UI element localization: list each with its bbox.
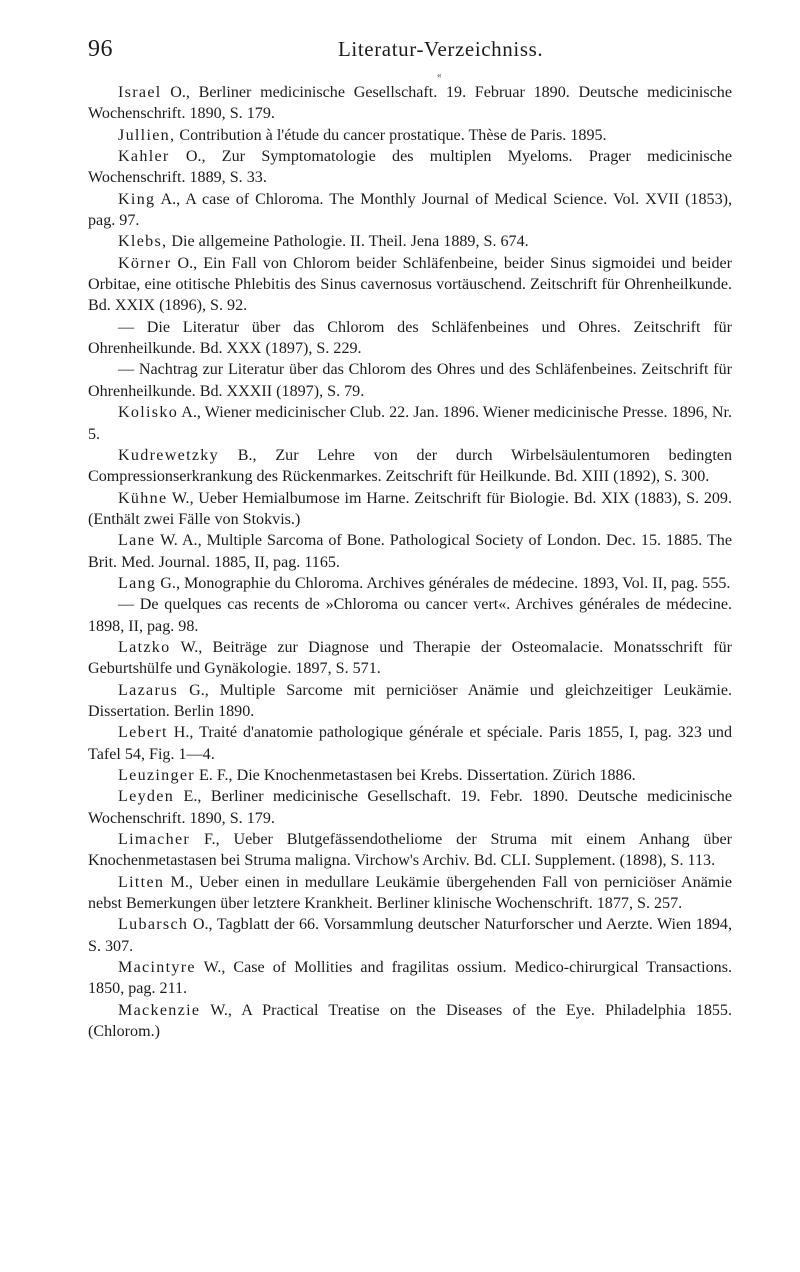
reference-author: Kühne	[118, 489, 168, 507]
reference-list	[88, 82, 732, 1042]
reference-author: Leyden	[118, 788, 175, 806]
reference-text: W. A., Multiple Sarcoma of Bone. Pathological Society of London. Dec. 15. 1885. The Brit. Med. Journal. 1885, II, pag. 1165.	[88, 532, 732, 571]
reference-entry	[88, 82, 732, 125]
reference-author: Leuzinger	[118, 767, 195, 784]
running-title: Literatur-Verzeichniss.	[338, 37, 544, 61]
reference-author: Lebert	[118, 724, 168, 742]
reference-entry	[88, 317, 732, 360]
reference-entry	[88, 445, 732, 488]
reference-author: Jullien,	[118, 126, 176, 144]
reference-author: Lazarus	[118, 681, 179, 699]
reference-entry	[88, 914, 732, 957]
reference-text: E., Berliner medicinische Gesellschaft. 19. Febr. 1890. Deutsche medicinische Wochenschrift. 1890, S. 179.	[88, 788, 732, 827]
reference-author: Kolisko	[118, 404, 179, 422]
reference-text: O., Berliner medicinische Gesellschaft. 19. Februar 1890. Deutsche medicinische Wochenschrift. 1890, S. 179.	[88, 84, 732, 123]
reference-author: King	[118, 190, 156, 208]
reference-text: Contribution à l'étude du cancer prostatique. Thèse de Paris. 1895.	[175, 126, 607, 144]
reference-text: — De quelques cas recents de »Chloroma ou cancer vert«. Archives générales de médecine. 1898, II, pag. 98.	[88, 596, 732, 635]
reference-author: Macintyre	[118, 959, 196, 977]
reference-entry	[88, 722, 732, 765]
reference-text: — Nachtrag zur Literatur über das Chlorom des Ohres und des Schläfenbeines. Zeitschrift für Ohrenheilkunde. Bd. XXXII (1897), S. 79.	[88, 361, 732, 400]
reference-entry	[88, 829, 732, 872]
reference-author: Mackenzie	[118, 1001, 201, 1019]
reference-text: W., A Practical Treatise on the Diseases of the Eye. Philadelphia 1855. (Chlorom.)	[88, 1001, 732, 1041]
reference-author: Kahler	[118, 148, 170, 166]
reference-entry	[88, 573, 732, 594]
reference-text: M., Ueber einen in medullare Leukämie übergehenden Fall von perniciöser Anämie nebst Bemerkungen über letztere Krankheit. Berliner klinische Wochenschrift. 1877, S. 257.	[88, 873, 732, 913]
reference-text: G., Multiple Sarcome mit perniciöser Anämie und gleichzeitiger Leukämie. Dissertation. Berlin 1890.	[88, 681, 732, 720]
reference-entry	[88, 146, 732, 189]
reference-entry	[88, 1000, 732, 1043]
reference-text: F., Ueber Blutgefässendotheliome der Struma mit einem Anhang über Knochenmetastasen bei Struma maligna. Virchow's Archiv. Bd. CLI. Supplement. (1898), S. 113.	[88, 831, 732, 870]
reference-entry	[88, 786, 732, 829]
reference-author: Latzko	[118, 638, 171, 656]
page-header	[88, 36, 728, 66]
reference-entry	[88, 189, 732, 232]
reference-text: O., Tagblatt der 66. Vorsammlung deutscher Naturforscher und Aerzte. Wien 1894, S. 307.	[88, 916, 732, 955]
reference-entry	[88, 402, 732, 445]
reference-author: Israel	[118, 84, 162, 101]
reference-entry	[88, 957, 732, 1000]
reference-entry	[88, 765, 732, 786]
reference-text: W., Ueber Hemialbumose im Harne. Zeitschrift für Biologie. Bd. XIX (1883), S. 209. (Enthält zwei Fälle von Stokvis.)	[88, 489, 732, 528]
reference-entry	[88, 253, 732, 317]
reference-author: Lane	[118, 532, 156, 550]
reference-entry	[88, 530, 732, 573]
reference-entry	[88, 231, 732, 252]
reference-text: W., Beiträge zur Diagnose und Therapie der Osteomalacie. Monatsschrift für Geburtshülfe und Gynäkologie. 1897, S. 571.	[88, 638, 732, 678]
reference-text: G., Monographie du Chloroma. Archives générales de médecine. 1893, Vol. II, pag. 555.	[156, 574, 731, 592]
reference-entry	[88, 872, 732, 915]
reference-author: Körner	[118, 254, 172, 272]
reference-text: O., Ein Fall von Chlorom beider Schläfenbeine, beider Sinus sigmoidei und beider Orbitae, eine otitische Phlebitis des Sinus cavernosus vortäuschend. Zeitschrift für Ohrenheilkunde. Bd. XXIX (1896), S. 92.	[88, 254, 732, 315]
reference-text: — Die Literatur über das Chlorom des Schläfenbeines und Ohres. Zeitschrift für Ohrenheilkunde. Bd. XXX (1897), S. 229.	[88, 318, 732, 358]
reference-text: E. F., Die Knochenmetastasen bei Krebs. Dissertation. Zürich 1886.	[194, 767, 636, 784]
reference-entry	[88, 594, 732, 637]
reference-entry	[88, 359, 732, 402]
reference-text: Die allgemeine Pathologie. II. Theil. Jena 1889, S. 674.	[167, 233, 529, 251]
reference-text: O., Zur Symptomatologie des multiplen Myeloms. Prager medicinische Wochenschrift. 1889, S. 33.	[88, 148, 732, 187]
reference-text: B., Zur Lehre von der durch Wirbelsäulentumoren bedingten Compressionserkrankung des Rückenmarkes. Zeitschrift für Heilkunde. Bd. XIII (1892), S. 300.	[88, 446, 732, 486]
reference-author: Kudrewetzky	[118, 446, 219, 464]
reference-text: A., Wiener medicinischer Club. 22. Jan. 1896. Wiener medicinische Presse. 1896, Nr. 5.	[88, 404, 732, 443]
page-number: 96	[88, 36, 113, 62]
reference-author: Limacher	[118, 831, 191, 849]
reference-entry	[88, 680, 732, 723]
reference-text: W., Case of Mollities and fragilitas ossium. Medico-chirurgical Transactions. 1850, pag. 211.	[88, 959, 732, 998]
reference-author: Lubarsch	[118, 916, 189, 934]
reference-entry	[88, 637, 732, 680]
reference-author: Lang	[118, 574, 157, 592]
reference-text: A., A case of Chloroma. The Monthly Journal of Medical Science. Vol. XVII (1853), pag. 97.	[88, 190, 732, 230]
margin-mark: «	[437, 70, 442, 80]
reference-entry	[88, 488, 732, 531]
reference-author: Klebs,	[118, 233, 168, 251]
reference-entry	[88, 125, 732, 146]
reference-author: Litten	[118, 873, 165, 891]
reference-text: H., Traité d'anatomie pathologique générale et spéciale. Paris 1855, I, pag. 323 und Tafel 54, Fig. 1—4.	[88, 724, 732, 763]
